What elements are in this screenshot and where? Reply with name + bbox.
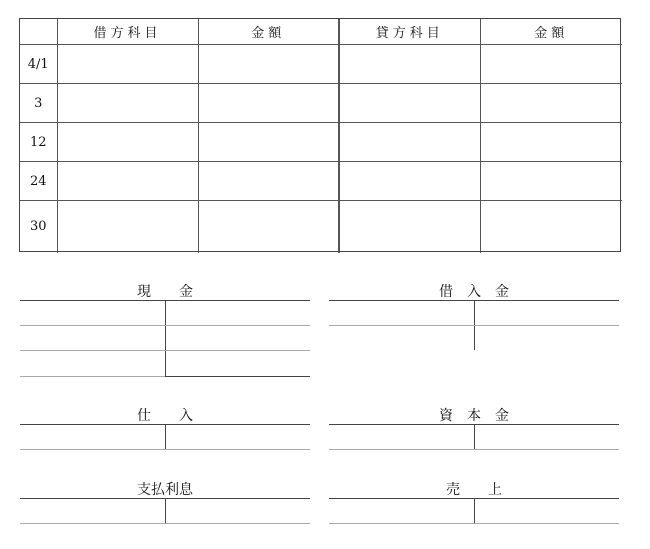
t-account-purchases xyxy=(20,405,310,450)
debit-amount-header: 金額 xyxy=(198,19,339,45)
entry-line xyxy=(329,523,619,524)
account-title-sales: 売 上 xyxy=(446,482,502,498)
date-cell: 4/1 xyxy=(20,45,57,84)
entry-line xyxy=(329,449,619,450)
debit-account-cell[interactable] xyxy=(57,201,198,253)
debit-amount-cell[interactable] xyxy=(198,162,339,201)
credit-amount-cell[interactable] xyxy=(480,123,622,162)
date-cell: 3 xyxy=(20,84,57,123)
account-title-cash: 現 金 xyxy=(137,284,193,300)
debit-account-cell[interactable] xyxy=(57,45,198,84)
entry-line xyxy=(165,376,310,377)
account-divider xyxy=(165,300,166,376)
account-divider xyxy=(165,424,166,449)
credit-amount-cell[interactable] xyxy=(480,84,622,123)
entry-line xyxy=(20,449,310,450)
credit-account-header: 貸方科目 xyxy=(339,19,480,45)
date-cell: 30 xyxy=(20,201,57,253)
debit-account-cell[interactable] xyxy=(57,84,198,123)
entry-line xyxy=(329,325,619,326)
t-account-capital xyxy=(329,405,619,450)
account-title-purchases: 仕 入 xyxy=(137,408,193,424)
journal-table xyxy=(19,18,621,252)
credit-amount-cell[interactable] xyxy=(480,201,622,253)
entry-line xyxy=(20,523,310,524)
entry-line xyxy=(20,376,165,377)
entry-line xyxy=(20,350,310,351)
date-cell: 24 xyxy=(20,162,57,201)
debit-amount-cell[interactable] xyxy=(198,84,339,123)
account-divider xyxy=(474,424,475,449)
t-account-cash xyxy=(20,281,310,377)
account-divider xyxy=(474,498,475,523)
debit-amount-cell[interactable] xyxy=(198,201,339,253)
credit-account-cell[interactable] xyxy=(339,162,480,201)
account-title-borrowings: 借 入 金 xyxy=(439,284,509,300)
credit-amount-header: 金額 xyxy=(480,19,622,45)
debit-account-header: 借方科目 xyxy=(57,19,198,45)
account-divider xyxy=(165,498,166,523)
credit-amount-cell[interactable] xyxy=(480,162,622,201)
debit-account-cell[interactable] xyxy=(57,162,198,201)
credit-account-cell[interactable] xyxy=(339,45,480,84)
debit-amount-cell[interactable] xyxy=(198,123,339,162)
t-account-borrowings xyxy=(329,281,619,351)
credit-account-cell[interactable] xyxy=(339,123,480,162)
t-account-sales xyxy=(329,479,619,525)
debit-account-cell[interactable] xyxy=(57,123,198,162)
t-account-interest-paid xyxy=(20,479,310,525)
credit-amount-cell[interactable] xyxy=(480,45,622,84)
credit-account-cell[interactable] xyxy=(339,84,480,123)
credit-account-cell[interactable] xyxy=(339,201,480,253)
date-header xyxy=(20,19,57,45)
account-title-capital: 資 本 金 xyxy=(439,408,509,424)
entry-line xyxy=(20,325,310,326)
account-title-interest-paid: 支払利息 xyxy=(137,482,193,498)
debit-amount-cell[interactable] xyxy=(198,45,339,84)
date-cell: 12 xyxy=(20,123,57,162)
